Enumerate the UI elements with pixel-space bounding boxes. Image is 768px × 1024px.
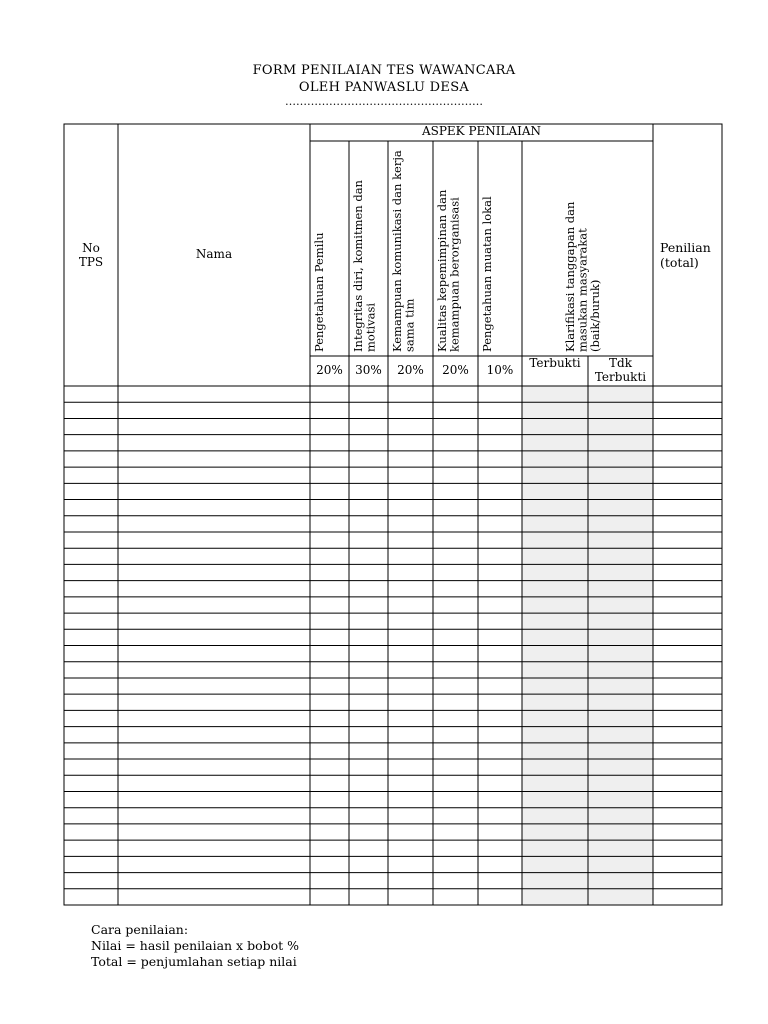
sub-tdk-terbukti: Terbukti — [594, 370, 647, 384]
header-tps: TPS — [78, 255, 104, 269]
aspek-weight: 20% — [316, 363, 343, 377]
sub-terbukti: Terbukti — [529, 356, 581, 370]
form-subtitle: OLEH PANWASLU DESA — [298, 80, 470, 95]
klarifikasi-label: (baik/buruk) — [588, 279, 602, 352]
header-no: No — [82, 241, 100, 255]
desa-name-blank: ……………………………………………… — [285, 95, 483, 108]
aspek-label: Kualitas kepemimpinan dan — [435, 189, 449, 352]
aspek-label: sama tim — [402, 298, 417, 352]
aspek-weight: 10% — [486, 363, 514, 377]
footer-caption: Cara penilaian: — [91, 922, 189, 937]
footer-formula-nilai: Nilai = hasil penilaian x bobot % — [91, 938, 300, 953]
klarifikasi-label: Klarifikasi tanggapan dan — [563, 201, 577, 352]
footer-notes — [91, 922, 299, 970]
aspek-weight: 20% — [397, 363, 424, 377]
aspek-weight: 30% — [355, 363, 382, 377]
header-total-sub: (total) — [660, 255, 699, 270]
sub-tdk: Tdk — [609, 356, 632, 370]
aspek-label: Pengetahuan Pemilu — [312, 232, 326, 352]
footer-formula-total: Total = penjumlahan setiap nilai — [91, 954, 297, 969]
aspek-weight: 20% — [442, 363, 469, 377]
aspek-label: Pengetahuan muatan lokal — [480, 196, 494, 352]
form-title: FORM PENILAIAN TES WAWANCARA — [252, 63, 516, 78]
aspek-label: Kemampuan komunikasi dan kerja — [390, 150, 404, 352]
header-total: Penilian — [660, 240, 711, 255]
aspek-label: Integritas diri, komitmen dan — [351, 180, 365, 352]
klarifikasi-label: masukan masyarakat — [575, 228, 590, 352]
aspek-label: kemampuan berorganisasi — [447, 197, 462, 352]
header-nama: Nama — [195, 247, 233, 261]
header-aspek-penilaian: ASPEK PENILAIAN — [421, 124, 542, 138]
aspek-label: motivasi — [363, 302, 378, 352]
